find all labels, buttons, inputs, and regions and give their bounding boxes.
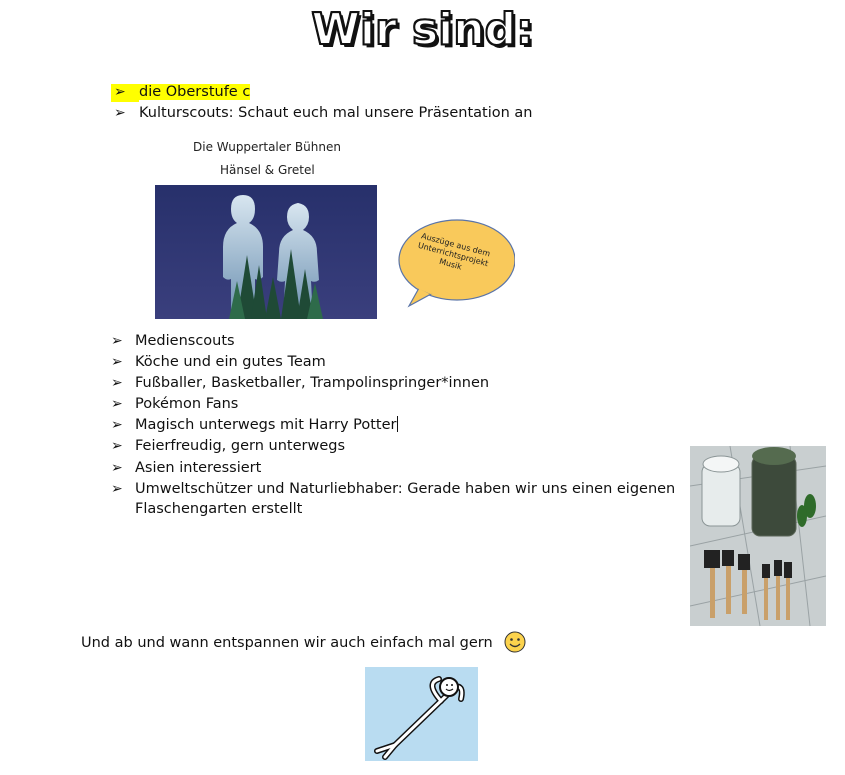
bullet-arrow-icon: ➢ bbox=[111, 438, 123, 454]
bottle-garden-photo bbox=[690, 446, 826, 626]
list-item bbox=[139, 83, 250, 102]
text-cursor bbox=[397, 416, 398, 432]
relaxing-stick-figure-icon bbox=[365, 667, 478, 761]
poster-caption-line2: Hänsel & Gretel bbox=[220, 163, 315, 177]
list-item: Pokémon Fans bbox=[135, 396, 239, 412]
bullet-arrow-icon: ➢ bbox=[111, 375, 123, 391]
list-item: Umweltschützer und Naturliebhaber: Gerade haben wir uns einen eigenen bbox=[135, 481, 676, 497]
bullet-arrow-icon: ➢ bbox=[111, 481, 123, 497]
poster-caption-line1: Die Wuppertaler Bühnen bbox=[193, 140, 341, 154]
closing-text: Und ab und wann entspannen wir auch einfach mal gern bbox=[81, 635, 493, 651]
bullet-arrow-icon: ➢ bbox=[111, 396, 123, 412]
bullet-arrow-icon: ➢ bbox=[111, 460, 123, 476]
page-title: Wir sind: bbox=[311, 4, 534, 55]
list-item: Asien interessiert bbox=[135, 460, 262, 476]
bottle-garden-graphic bbox=[690, 446, 826, 626]
bullet-arrow-icon: ➢ bbox=[114, 84, 126, 100]
bullet-arrow-icon: ➢ bbox=[111, 333, 123, 349]
bullet-arrow-icon: ➢ bbox=[114, 105, 126, 121]
highlighted-text: die Oberstufe c bbox=[139, 84, 251, 100]
list-item-continuation: Flaschengarten erstellt bbox=[135, 501, 303, 517]
list-item: Kulturscouts: Schaut euch mal unsere Präsentation an bbox=[139, 105, 533, 121]
list-item: Köche und ein gutes Team bbox=[135, 354, 326, 370]
silhouette-forest-graphic bbox=[155, 185, 377, 319]
list-item-text: Magisch unterwegs mit Harry Potter bbox=[135, 417, 397, 433]
list-item[interactable] bbox=[135, 416, 398, 435]
bullet-arrow-icon: ➢ bbox=[111, 354, 123, 370]
relaxing-figure-image bbox=[365, 667, 478, 761]
list-item: Medienscouts bbox=[135, 333, 235, 349]
bullet-arrow-icon: ➢ bbox=[111, 417, 123, 433]
speech-bubble-text: Auszüge aus dem Unterrichtsprojekt Musik bbox=[416, 231, 492, 272]
list-item: Fußballer, Basketballer, Trampolinspringer*innen bbox=[135, 375, 490, 391]
smiley-icon bbox=[504, 631, 526, 653]
list-item: Feierfreudig, gern unterwegs bbox=[135, 438, 346, 454]
poster-image bbox=[155, 185, 377, 319]
